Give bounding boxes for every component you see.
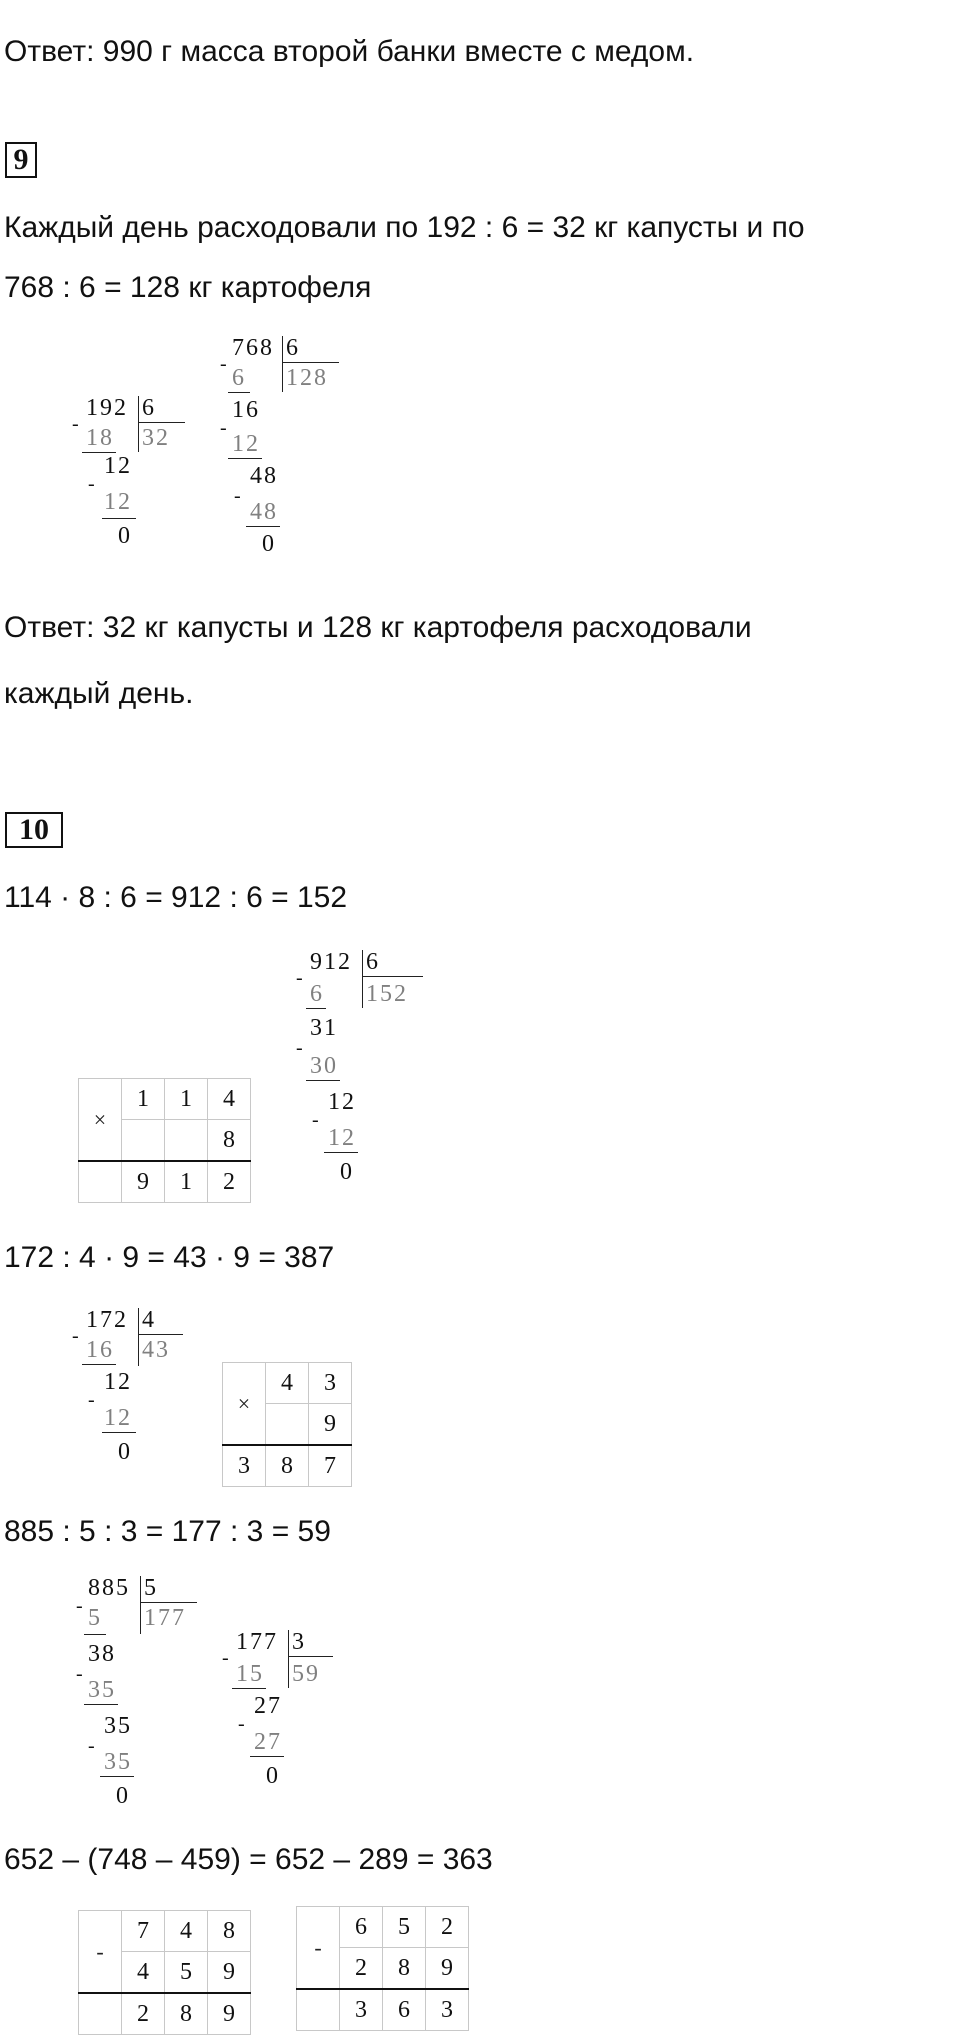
quotient: 59 xyxy=(292,1661,320,1687)
minus-sign: - xyxy=(88,1389,95,1411)
subtrahend-2: 12 xyxy=(104,489,132,515)
task-number-10: 10 xyxy=(5,812,63,848)
remainder-1: 12 xyxy=(104,453,132,479)
underline-3 xyxy=(100,1776,134,1777)
division-vertical-line xyxy=(138,1308,139,1366)
subtrahend-2: 27 xyxy=(254,1729,282,1755)
digit: 4 xyxy=(122,1952,165,1994)
division-vertical-line xyxy=(362,950,363,1008)
digit: 2 xyxy=(340,1948,383,1990)
dividend: 912 xyxy=(310,949,352,975)
dividend: 885 xyxy=(88,1575,130,1601)
digit: 5 xyxy=(165,1952,208,1994)
division-vertical-line xyxy=(140,1576,141,1634)
minus-sign: - xyxy=(238,1713,245,1735)
underline-1 xyxy=(232,1688,266,1689)
minus-sign: - xyxy=(76,1663,83,1685)
task-10-expression-2: 172 : 4 · 9 = 43 · 9 = 387 xyxy=(4,1241,335,1274)
task-9-answer-line-2: каждый день. xyxy=(4,677,194,710)
subtrahend-1: 16 xyxy=(86,1337,114,1363)
column-multiplication-43-by-9 xyxy=(222,1362,352,1487)
answer-line-honey: Ответ: 990 г масса второй банки вместе с медом. xyxy=(4,35,695,68)
divisor-underline xyxy=(139,422,185,423)
minus-sign: - xyxy=(72,1325,79,1347)
divisor-underline xyxy=(141,1602,197,1603)
dividend: 192 xyxy=(86,395,128,421)
divisor: 6 xyxy=(366,949,380,975)
result-digit: 7 xyxy=(309,1445,352,1487)
empty-cell xyxy=(297,1989,340,2031)
result-digit: 9 xyxy=(122,1161,165,1203)
digit: 3 xyxy=(309,1363,352,1404)
digit: 8 xyxy=(383,1948,426,1990)
divisor-underline xyxy=(283,362,339,363)
dividend: 172 xyxy=(86,1307,128,1333)
quotient: 177 xyxy=(144,1605,186,1631)
task-9-answer-line-1: Ответ: 32 кг капусты и 128 кг картофеля расходовали xyxy=(4,611,752,644)
quotient: 128 xyxy=(286,365,328,391)
subtrahend-1: 5 xyxy=(88,1605,102,1631)
operator-sign: - xyxy=(297,1907,340,1990)
empty-cell xyxy=(266,1404,309,1446)
divisor: 6 xyxy=(142,395,156,421)
digit: 1 xyxy=(122,1079,165,1120)
result-digit: 1 xyxy=(165,1161,208,1203)
result-digit: 9 xyxy=(208,1993,251,2035)
empty-cell xyxy=(79,1161,122,1203)
division-vertical-line xyxy=(282,336,283,392)
minus-sign: - xyxy=(296,1037,303,1059)
digit: 8 xyxy=(208,1120,251,1162)
remainder-3: 0 xyxy=(116,1783,130,1809)
subtrahend-1: 15 xyxy=(236,1661,264,1687)
minus-sign: - xyxy=(296,967,303,989)
remainder-3: 0 xyxy=(340,1159,354,1185)
subtrahend-1: 18 xyxy=(86,425,114,451)
underline-1 xyxy=(82,1364,116,1365)
result-digit: 6 xyxy=(383,1989,426,2031)
divisor-underline xyxy=(363,976,423,977)
dividend: 177 xyxy=(236,1629,278,1655)
dividend: 768 xyxy=(232,335,274,361)
digit: 6 xyxy=(340,1907,383,1948)
digit: 9 xyxy=(309,1404,352,1446)
digit: 8 xyxy=(208,1911,251,1952)
minus-sign: - xyxy=(72,413,79,435)
task-9-text-line-2: 768 : 6 = 128 кг картофеля xyxy=(4,271,372,304)
remainder-1: 38 xyxy=(88,1641,116,1667)
remainder-1: 12 xyxy=(104,1369,132,1395)
quotient: 152 xyxy=(366,981,408,1007)
digit: 9 xyxy=(208,1952,251,1994)
divisor: 3 xyxy=(292,1629,306,1655)
digit: 1 xyxy=(165,1079,208,1120)
column-multiplication-114-by-8 xyxy=(78,1078,251,1203)
underline-1 xyxy=(228,392,250,393)
remainder-2: 48 xyxy=(250,463,278,489)
subtrahend-2: 12 xyxy=(104,1405,132,1431)
task-10-expression-1: 114 · 8 : 6 = 912 : 6 = 152 xyxy=(4,881,348,914)
digit: 4 xyxy=(165,1911,208,1952)
empty-cell xyxy=(79,1993,122,2035)
subtrahend-1: 6 xyxy=(232,365,246,391)
column-subtraction-652-minus-289 xyxy=(296,1906,469,2031)
digit: 2 xyxy=(426,1907,469,1948)
remainder-1: 31 xyxy=(310,1015,338,1041)
quotient: 43 xyxy=(142,1337,170,1363)
underline-2 xyxy=(102,1432,136,1433)
remainder-3: 0 xyxy=(262,531,276,557)
remainder-2: 0 xyxy=(118,1439,132,1465)
task-number-9: 9 xyxy=(5,142,37,178)
result-digit: 3 xyxy=(340,1989,383,2031)
minus-sign: - xyxy=(220,417,227,439)
remainder-1: 27 xyxy=(254,1693,282,1719)
minus-sign: - xyxy=(88,1735,95,1757)
remainder-2: 0 xyxy=(266,1763,280,1789)
minus-sign: - xyxy=(88,473,95,495)
divisor: 4 xyxy=(142,1307,156,1333)
divisor: 6 xyxy=(286,335,300,361)
task-10-expression-4: 652 – (748 – 459) = 652 – 289 = 363 xyxy=(4,1843,493,1876)
minus-sign: - xyxy=(222,1647,229,1669)
quotient: 32 xyxy=(142,425,170,451)
digit: 4 xyxy=(266,1363,309,1404)
column-subtraction-748-minus-459 xyxy=(78,1910,251,2035)
underline-2 xyxy=(306,1080,340,1081)
subtrahend-3: 12 xyxy=(328,1125,356,1151)
digit: 5 xyxy=(383,1907,426,1948)
result-digit: 2 xyxy=(208,1161,251,1203)
divisor-underline xyxy=(289,1656,333,1657)
divisor: 5 xyxy=(144,1575,158,1601)
subtrahend-2: 35 xyxy=(88,1677,116,1703)
operator-sign: - xyxy=(79,1911,122,1994)
underline-2 xyxy=(250,1756,284,1757)
empty-cell xyxy=(122,1120,165,1162)
underline-2 xyxy=(102,518,136,519)
operator-sign: × xyxy=(79,1079,122,1162)
division-vertical-line xyxy=(138,396,139,452)
result-digit: 2 xyxy=(122,1993,165,2035)
minus-sign: - xyxy=(76,1595,83,1617)
subtrahend-3: 35 xyxy=(104,1749,132,1775)
remainder-2: 0 xyxy=(118,523,132,549)
minus-sign: - xyxy=(312,1109,319,1131)
remainder-1: 16 xyxy=(232,397,260,423)
subtrahend-2: 12 xyxy=(232,431,260,457)
task-9-text-line-1: Каждый день расходовали по 192 : 6 = 32 кг капусты и по xyxy=(4,211,805,244)
digit: 9 xyxy=(426,1948,469,1990)
subtrahend-3: 48 xyxy=(250,499,278,525)
underline-2 xyxy=(228,458,262,459)
subtrahend-1: 6 xyxy=(310,981,324,1007)
division-vertical-line xyxy=(288,1630,289,1688)
underline-1 xyxy=(306,1008,326,1009)
underline-1 xyxy=(84,1634,106,1635)
empty-cell xyxy=(165,1120,208,1162)
underline-3 xyxy=(324,1152,358,1153)
divisor-underline xyxy=(139,1334,183,1335)
remainder-2: 35 xyxy=(104,1713,132,1739)
digit: 7 xyxy=(122,1911,165,1952)
minus-sign: - xyxy=(234,485,241,507)
result-digit: 8 xyxy=(165,1993,208,2035)
result-digit: 3 xyxy=(223,1445,266,1487)
result-digit: 8 xyxy=(266,1445,309,1487)
task-10-expression-3: 885 : 5 : 3 = 177 : 3 = 59 xyxy=(4,1515,331,1548)
digit: 4 xyxy=(208,1079,251,1120)
underline-3 xyxy=(246,526,280,527)
minus-sign: - xyxy=(220,353,227,375)
subtrahend-2: 30 xyxy=(310,1053,338,1079)
remainder-2: 12 xyxy=(328,1089,356,1115)
operator-sign: × xyxy=(223,1363,266,1446)
underline-2 xyxy=(84,1704,118,1705)
result-digit: 3 xyxy=(426,1989,469,2031)
